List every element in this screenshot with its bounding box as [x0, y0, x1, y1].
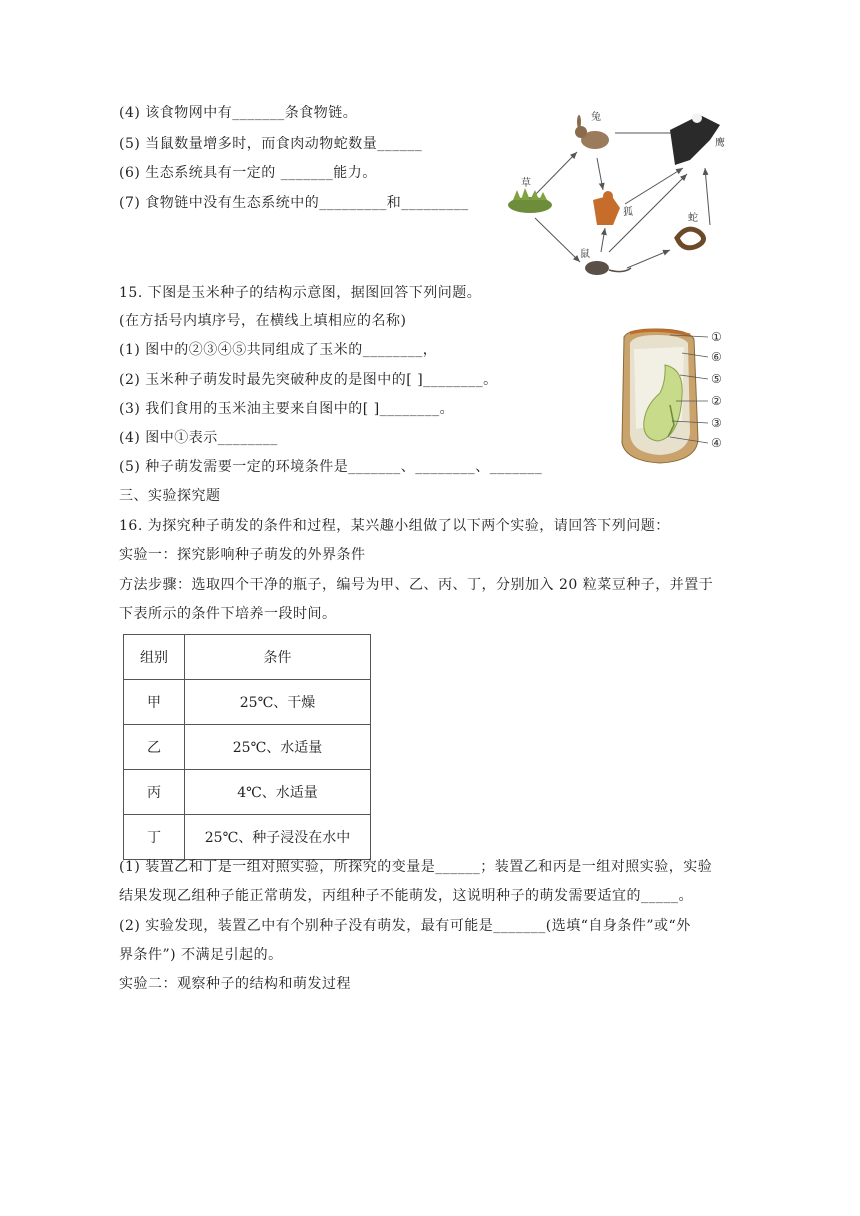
- table-cell-group: 乙: [124, 725, 185, 770]
- eagle-icon: [670, 113, 720, 165]
- table-cell-condition: 25℃、干燥: [185, 680, 371, 725]
- q16-sub1-line1: (1) 装置乙和丁是一组对照实验，所探究的变量是______；装置乙和丙是一组对照实验，实验: [119, 859, 713, 875]
- q14-item-4: (4) 该食物网中有_______条食物链。: [119, 105, 358, 121]
- q16-method-line1: 方法步骤：选取四个干净的瓶子，编号为甲、乙、丙、丁，分别加入 20 粒菜豆种子，并置于: [119, 577, 714, 593]
- q14-item-5: (5) 当鼠数量增多时，而食肉动物蛇数量______: [119, 136, 423, 152]
- table-cell-condition: 25℃、水适量: [185, 725, 371, 770]
- label-snake: 蛇: [688, 213, 698, 224]
- label-num-4: ④: [711, 436, 722, 450]
- q16-sub1-line2: 结果发现乙组种子能正常萌发，丙组种子不能萌发，这说明种子的萌发需要适宜的_____。: [119, 888, 693, 904]
- q15-note: (在方括号内填序号，在横线上填相应的名称): [119, 313, 407, 329]
- corn-seed-diagram: [610, 325, 735, 465]
- table-cell-group: 丙: [124, 770, 185, 815]
- section-heading: 三、实验探究题: [119, 488, 221, 504]
- table-header-row: [124, 635, 371, 680]
- q15-item-5: (5) 种子萌发需要一定的环境条件是_______、________、_______: [119, 459, 543, 475]
- fox-icon: [593, 191, 620, 225]
- q15-item-3: (3) 我们食用的玉米油主要来自图中的[ ]________。: [119, 401, 455, 417]
- q14-item-6: (6) 生态系统具有一定的 _______能力。: [119, 165, 377, 181]
- q15-item-4: (4) 图中①表示________: [119, 430, 278, 446]
- conditions-table: [123, 634, 371, 860]
- table-row: [124, 770, 371, 815]
- label-num-2: ②: [711, 394, 722, 408]
- q15-item-1: (1) 图中的②③④⑤共同组成了玉米的________，: [119, 342, 438, 358]
- grass-icon: [508, 188, 552, 213]
- snake-icon: [677, 229, 704, 248]
- table-row: [124, 680, 371, 725]
- mouse-icon: [585, 261, 631, 275]
- q14-item-7: (7) 食物链中没有生态系统中的_________和_________: [119, 195, 469, 211]
- table-header-condition: 条件: [185, 635, 371, 680]
- label-fox: 狐: [623, 207, 633, 218]
- table-cell-condition: 25℃、种子浸没在水中: [185, 815, 371, 860]
- table-cell-condition: 4℃、水适量: [185, 770, 371, 815]
- corn-seed-icon: [622, 329, 698, 463]
- q16-title: 16. 为探究种子萌发的条件和过程，某兴趣小组做了以下两个实验，请回答下列问题：: [119, 518, 670, 534]
- q16-exp1-title: 实验一：探究影响种子萌发的外界条件: [119, 547, 366, 563]
- table-row: [124, 725, 371, 770]
- table-cell-group: 甲: [124, 680, 185, 725]
- label-grass: 草: [521, 178, 531, 189]
- table-row: [124, 815, 371, 860]
- food-web-diagram: [505, 100, 745, 285]
- q15-title: 15. 下图是玉米种子的结构示意图，据图回答下列问题。: [119, 285, 482, 301]
- q16-sub2-line1: (2) 实验发现，装置乙中有个别种子没有萌发，最有可能是_______(选填“自身条件”或“外: [119, 918, 691, 934]
- table-cell-group: 丁: [124, 815, 185, 860]
- table-header-group: 组别: [124, 635, 185, 680]
- label-num-1: ①: [711, 330, 722, 344]
- label-num-3: ③: [711, 416, 722, 430]
- label-mouse: 鼠: [580, 249, 590, 260]
- q16-sub2-line2: 界条件”) 不满足引起的。: [119, 947, 283, 963]
- q16-method-line2: 下表所示的条件下培养一段时间。: [119, 606, 337, 622]
- label-rabbit: 兔: [591, 112, 601, 123]
- label-num-6: ⑥: [711, 350, 722, 364]
- q15-item-2: (2) 玉米种子萌发时最先突破种皮的是图中的[ ]________。: [119, 372, 498, 388]
- label-eagle: 鹰: [715, 138, 725, 149]
- q16-exp2-title: 实验二：观察种子的结构和萌发过程: [119, 976, 351, 992]
- label-num-5: ⑤: [711, 372, 722, 386]
